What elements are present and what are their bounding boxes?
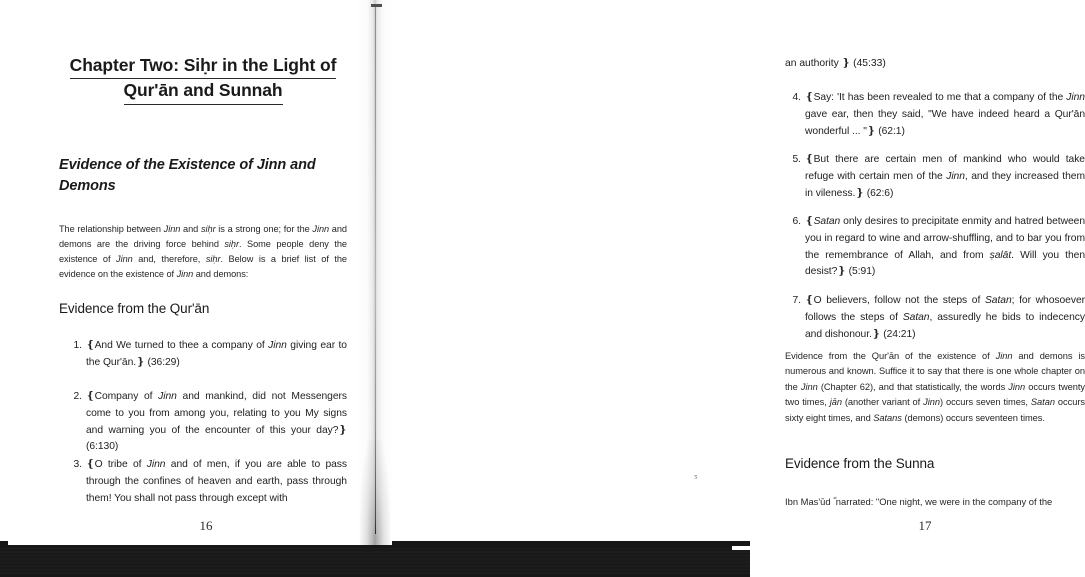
verse-item-7 bbox=[792, 293, 1085, 343]
verse-item-1 bbox=[73, 338, 347, 372]
spine-cap bbox=[371, 4, 382, 7]
verse-number-1: 1. bbox=[73, 340, 82, 351]
summary-paragraph: Evidence from the Qur'ān of the existence of Jinn and demons is numerous and known. Suffice it to say that there is one whole chapter on the Jinn (Chapter 62), and that statistically, the words Jinn occurs twenty two times, jān (another variant of Jinn) occurs seven times, Satan occurs sixty eight times, and Satans (demons) occurs seventeen times. bbox=[785, 351, 1085, 423]
chapter-title-line-1: Chapter Two: Siḥr in the Light of bbox=[70, 54, 337, 79]
verse-item-2 bbox=[73, 389, 348, 456]
section-subheading-existence bbox=[59, 155, 347, 196]
verse-text-2: ❴Company of Jinn and mankind, did not Messengers come to you from among you, relating to you My signs and warning you of the encounter of this your day?❵ (6:130) bbox=[86, 391, 348, 453]
verse-continuation: an authority ❵ (45:33) bbox=[785, 58, 886, 69]
intro-paragraph: The relationship between Jinn and siḥr is a strong one; for the Jinn and demons are the driving force behind siḥr. Some people deny the existence of Jinn and, therefore, siḥr. Below is a brief list of the evidence on the existence of Jinn and demons: bbox=[59, 224, 347, 279]
scanner-edge-notch bbox=[732, 546, 750, 550]
scanner-bottom-edge bbox=[0, 545, 750, 577]
section-subheading-line-1: Evidence of the Existence of Jinn and bbox=[59, 157, 316, 173]
verse-text-4: ❴Say: 'It has been revealed to me that a company of the Jinn gave ear, then they said, "We have indeed heard a Qur'ān wonderful ... "❵ (62:1) bbox=[805, 92, 1085, 137]
section-subheading-line-2: Demons bbox=[59, 177, 116, 194]
folio-right: 17 bbox=[918, 518, 932, 533]
verse-number-6: 6. bbox=[792, 216, 801, 227]
chapter-title-line-2: Qur'ān and Sunnah bbox=[124, 79, 283, 104]
left-page bbox=[0, 0, 374, 545]
verse-text-5: ❴But there are certain men of mankind who would take refuge with certain men of the Jinn, and they increased them in vileness.❵ (62:6) bbox=[805, 154, 1085, 199]
spine-line bbox=[375, 6, 376, 534]
verse-item-3 bbox=[73, 457, 347, 507]
verse-number-5: 5. bbox=[792, 154, 801, 165]
chapter-title bbox=[59, 54, 347, 105]
verse-item-6 bbox=[792, 214, 1085, 281]
verse-number-7: 7. bbox=[792, 295, 801, 306]
verse-text-3: ❴O tribe of Jinn and of men, if you are able to pass through the confines of heaven and earth, pass through them! You shall not pass through except with bbox=[86, 459, 347, 504]
scan-smudge-right: ᴣ bbox=[694, 472, 698, 481]
verse-text-7: ❴O believers, follow not the steps of Satan; for whosoever follows the steps of Satan, assuredly he bids to indecency and dishonour.❵ (24:21) bbox=[805, 295, 1085, 340]
verse-text-6: ❴Satan only desires to precipitate enmity and hatred between you in regard to wine and arrow-shuffling, and to bar you from the remembrance of Allah, and from ṣalāt. Will you then desist?❵ (5:91) bbox=[805, 216, 1085, 278]
right-page bbox=[376, 0, 1085, 545]
verse-item-4 bbox=[792, 90, 1085, 140]
verse-text-1: ❴And We turned to thee a company of Jinn giving ear to the Qur'ān.❵ (36:29) bbox=[86, 340, 347, 368]
folio-left: 16 bbox=[199, 518, 213, 533]
verse-item-5 bbox=[792, 152, 1085, 202]
narration-opening-line: Ibn Mas'ūd ؓ narrated: "One night, we were in the company of the bbox=[785, 496, 1053, 507]
verse-number-3: 3. bbox=[73, 459, 82, 470]
verse-number-2: 2. bbox=[73, 391, 82, 402]
heading-evidence-quran: Evidence from the Qur'ān bbox=[59, 301, 210, 316]
scanner-edge-noise bbox=[0, 548, 750, 574]
heading-evidence-sunna: Evidence from the Sunna bbox=[785, 456, 935, 471]
verse-number-4: 4. bbox=[792, 92, 801, 103]
